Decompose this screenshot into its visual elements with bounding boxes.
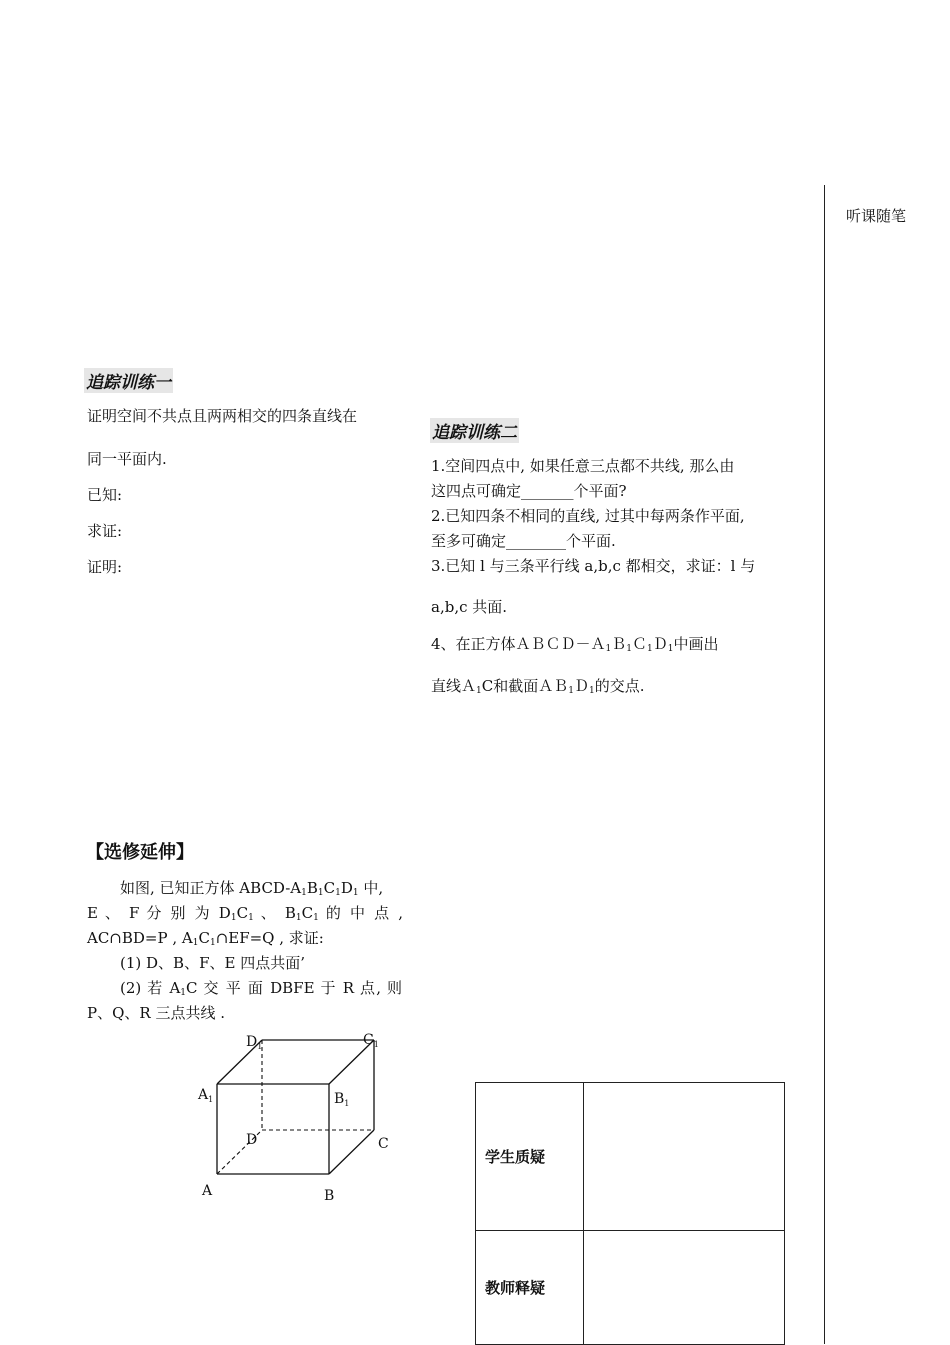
label-a: A: [202, 1183, 213, 1199]
student-questions-cell[interactable]: [584, 1083, 785, 1231]
training-two-heading: 追踪训练二: [430, 418, 519, 443]
qa-row-teacher: [476, 1231, 785, 1345]
margin-note-label: 听课随笔: [846, 207, 907, 225]
label-c: C: [378, 1136, 389, 1152]
question-2-line1: 2.已知四条不相同的直线, 过其中每两条作平面,: [431, 507, 745, 525]
extension-paragraph-line3: AC∩BD=P , $A_1C_1\cap EF=Q$ , 求证:: [87, 929, 324, 948]
given-label: 已知:: [87, 486, 123, 504]
student-questions-label: 学生质疑: [476, 1083, 584, 1231]
question-3-line1: 3.已知 l 与三条平行线 a,b,c 都相交，求证：l 与: [431, 557, 756, 575]
label-b: B: [324, 1188, 335, 1204]
question-4-line1: 4、在正方体ＡＢＣＤ－Ａ$_1$Ｂ$_1$Ｃ$_1$Ｄ$_1$中画出: [431, 635, 719, 654]
training-one-statement-line2: 同一平面内.: [87, 450, 167, 468]
cube-figure: [190, 1028, 405, 1208]
teacher-answers-cell[interactable]: [584, 1231, 785, 1345]
extension-part-2-line2: P、Q、R 三点共线 .: [87, 1004, 225, 1022]
extension-paragraph-line2: E 、 F 分 别 为 $D_1C_1$ 、 $B_1C_1$ 的 中 点 ,: [87, 904, 404, 923]
label-d1: $D_1$: [246, 1034, 263, 1051]
proof-label: 证明:: [87, 558, 123, 576]
edge-b-c: [329, 1130, 374, 1174]
extension-part-2-line1: (2) 若 $A_1C$ 交 平 面 DBFE 于 R 点, 则: [120, 979, 403, 998]
teacher-answers-label: 教师释疑: [476, 1231, 584, 1345]
training-one-heading: 追踪训练一: [84, 368, 173, 393]
extension-paragraph-line1: 如图, 已知正方体 ABCD-$A_1B_1C_1D_1$ 中,: [120, 879, 384, 898]
question-1-line1: 1.空间四点中, 如果任意三点都不共线, 那么由: [431, 457, 735, 475]
question-4-line2: 直线Ａ$_1$C和截面ＡＢ$_1$Ｄ$_1$的交点.: [431, 677, 645, 696]
label-b1: $B_1$: [334, 1091, 350, 1108]
label-d: D: [246, 1132, 258, 1148]
question-1-line2: 这四点可确定_______个平面?: [431, 482, 627, 500]
qa-table: [475, 1082, 785, 1345]
prove-label: 求证:: [87, 522, 123, 540]
training-one-statement-line1: 证明空间不共点且两两相交的四条直线在: [87, 407, 358, 425]
extension-part-1: (1) D、B、F、E 四点共面’: [120, 954, 305, 972]
label-a1: $A_1$: [198, 1087, 214, 1104]
label-c1: $C_1$: [363, 1032, 379, 1049]
margin-divider-line: [824, 185, 825, 1344]
question-3-line2: a,b,c 共面.: [431, 598, 508, 616]
question-2-line2: 至多可确定________个平面.: [431, 532, 616, 550]
qa-row-student: [476, 1083, 785, 1231]
extension-title: 【选修延伸】: [86, 842, 194, 863]
